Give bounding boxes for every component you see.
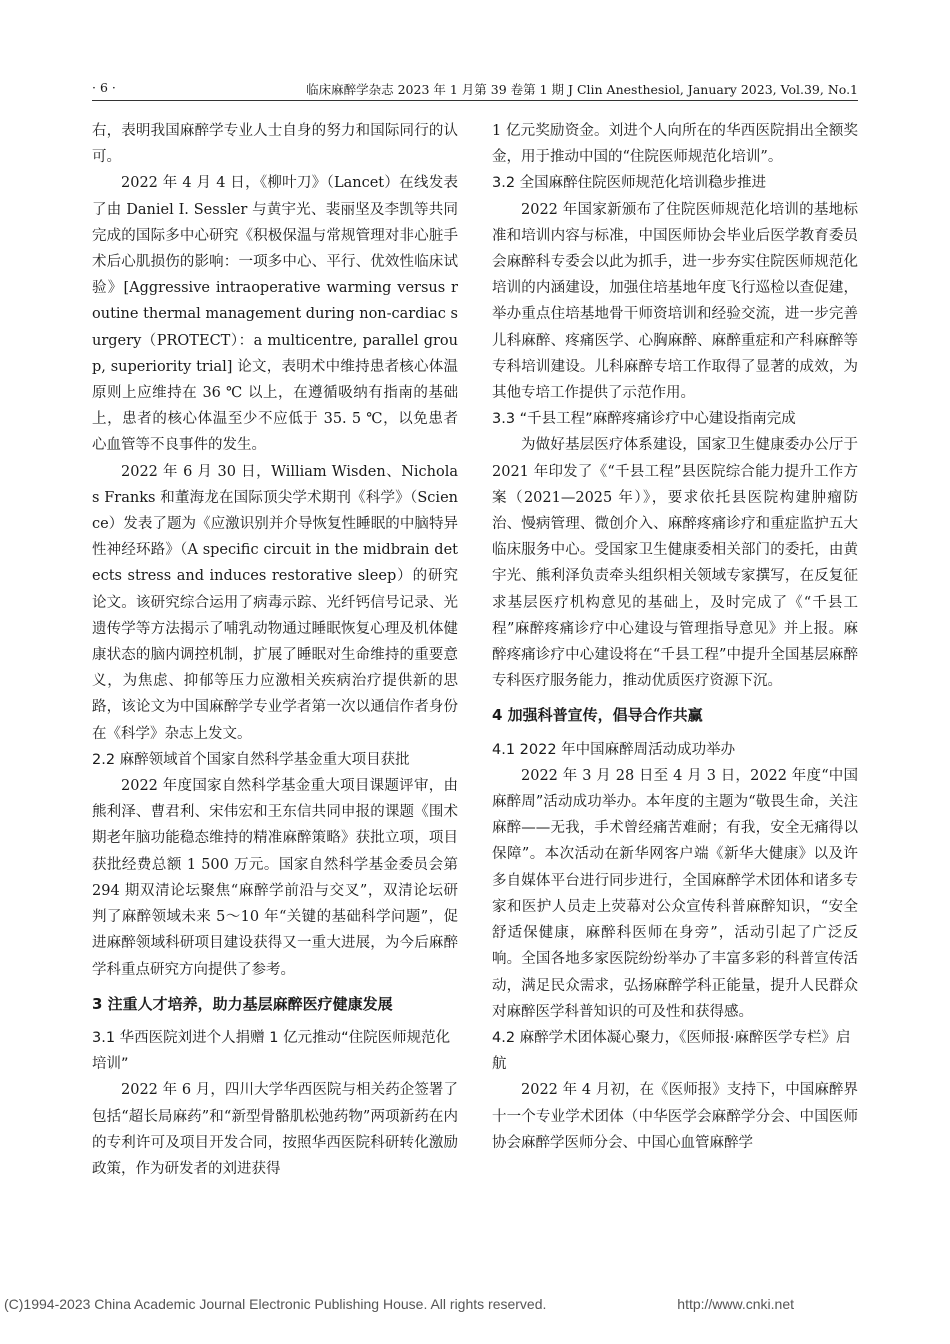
paragraph: 2022 年 4 月初，在《医师报》支持下，中国麻醉界十一个专业学术团体（中华医学会麻醉学分会、中国医师协会麻醉学医师分会、中国心血管麻醉学 xyxy=(492,1082,858,1151)
right-column xyxy=(492,118,858,1156)
page-number: · 6 · xyxy=(92,80,116,95)
running-header xyxy=(92,78,858,101)
paragraph: 2022 年 3 月 28 日至 4 月 3 日，2022 年度“中国麻醉周”活动成功举办。本年度的主题为“敬畏生命，关注麻醉——无我，手术曾经痛苦难耐；有我，安全无痛得以保障”。本次活动在新华网客户端《新华大健康》以及许多自媒体平台进行同步进行，全国麻醉学术团体和诸多专家和医护人员走上荧幕对公众宣传科普麻醉知识，“安全舒适保健康，麻醉科医师在身旁”，活动引起了广泛反响。全国各地多家医院纷纷举办了丰富多彩的科普宣传活动，满足民众需求，弘扬麻醉学科正能量，提升人民群众对麻醉医学科普知识的可及性和获得感。 xyxy=(492,767,858,1020)
copyright-notice: (C)1994-2023 China Academic Journal Electronic Publishing House. All rights reserved. xyxy=(4,1296,547,1312)
left-column xyxy=(92,118,458,1182)
section-heading-4: 4 加强科普宣传，倡导合作共赢 xyxy=(492,706,703,725)
website-link[interactable]: http://www.cnki.net xyxy=(677,1296,794,1312)
paragraph: 2022 年 4 月 4 日，《柳叶刀》（Lancet）在线发表了由 Daniel I. Sessler 与黄宇光、裴丽坚及李凯等共同完成的国际多中心研究《积极保温与常规管理对非心脏手术后心肌损伤的影响：一项多中心、平行、优效性临床试验》[Aggressive intraoperative warming versus routine thermal management during non-cardiac surgery（PROTECT）：a multicentre, parallel group, superiority trial] 论文，表明术中维持患者核心体温原则上应维持在 36 ℃ 以上，在遵循吸纳有指南的基础上，患者的核心体温至少不应低于 35. 5 ℃，以免患者心血管等不良事件的发生。 xyxy=(92,175,458,454)
paragraph: 2022 年国家新颁布了住院医师规范化培训的基地标准和培训内容与标准，中国医师协会毕业后医学教育委员会麻醉科专委会以此为抓手，进一步夯实住院医师规范化培训的内涵建设，加强住培基地年度飞行巡检以查促建，举办重点住培基地骨干师资培训和经验交流，进一步完善儿科麻醉、疼痛医学、心胸麻醉、麻醉重症和产科麻醉等专科培训建设。儿科麻醉专培工作取得了显著的成效，为其他专培工作提供了示范作用。 xyxy=(492,201,858,402)
paragraph: 1 亿元奖励资金。刘进个人向所在的华西医院捐出全额奖金，用于推动中国的“住院医师规范化培训”。 xyxy=(492,123,858,166)
subsection-heading-4-2: 4.2 麻醉学术团体凝心聚力，《医师报·麻醉医学专栏》启航 xyxy=(492,1029,851,1073)
paragraph: 2022 年度国家自然科学基金重大项目课题评审，由熊利泽、曹君利、宋伟宏和王东信共同申报的课题《围术期老年脑功能稳态维持的精准麻醉策略》获批立项，项目获批经费总额 1 500 万元。国家自然科学基金委员会第 294 期双清论坛聚焦“麻醉学前沿与交叉”，双清论坛研判了麻醉领域未来 5～10 年“关键的基础科学问题”，促进麻醉领域科研项目建设获得又一重大进展，为今后麻醉学科重点研究方向提供了参考。 xyxy=(92,778,458,978)
subsection-heading-2-2: 2.2 麻醉领域首个国家自然科学基金重大项目获批 xyxy=(92,751,410,768)
subsection-heading-3-3: 3.3 “千县工程”麻醉疼痛诊疗中心建设指南完成 xyxy=(492,411,796,428)
subsection-heading-3-2: 3.2 全国麻醉住院医师规范化培训稳步推进 xyxy=(492,175,767,192)
subsection-heading-3-1: 3.1 华西医院刘进个人捐赠 1 亿元推动“住院医师规范化培训” xyxy=(92,1029,451,1073)
paragraph: 2022 年 6 月，四川大学华西医院与相关药企签署了包括“超长局麻药”和“新型骨骼肌松弛药物”两项新药在内的专利许可及项目开发合同，按照华西医院科研转化激励政策，作为研发者的刘进获得 xyxy=(92,1082,458,1177)
subsection-heading-4-1: 4.1 2022 年中国麻醉周活动成功举办 xyxy=(492,741,736,758)
paragraph: 2022 年 6 月 30 日，William Wisden、Nicholas Franks 和董海龙在国际顶尖学术期刊《科学》（Science）发表了题为《应激识别并介导恢复性睡眠的中脑特异性神经环路》（A specific circuit in the midbrain detects stress and induces restorative sleep）的研究论文。该研究综合运用了病毒示踪、光纤钙信号记录、光遗传学等方法揭示了哺乳动物通过睡眠恢复心理及机体健康状态的脑内调控机制，扩展了睡眠对生命维持的重要意义，为焦虑、抑郁等压力应激相关疾病治疗提供新的思路，该论文为中国麻醉学专业学者第一次以通信作者身份在《科学》杂志上发文。 xyxy=(92,463,458,742)
section-heading-3: 3 注重人才培养，助力基层麻醉医疗健康发展 xyxy=(92,994,393,1013)
paragraph: 为做好基层医疗体系建设，国家卫生健康委办公厅于 2021 年印发了《“千县工程”县医院综合能力提升工作方案（2021—2025 年）》，要求依托县医院构建肿瘤防治、慢病管理、微创介入、麻醉疼痛诊疗和重症监护五大临床服务中心。受国家卫生健康委相关部门的委托，由黄宇光、熊利泽负责牵头组织相关领域专家撰写，在反复征求基层医疗机构意见的基础上，及时完成了《“千县工程”麻醉疼痛诊疗中心建设与管理指导意见》并上报。麻醉疼痛诊疗中心建设将在“千县工程”中提升全国基层麻醉专科医疗服务能力，推动优质医疗资源下沉。 xyxy=(492,437,858,690)
paragraph: 右，表明我国麻醉学专业人士自身的努力和国际同行的认可。 xyxy=(92,123,458,166)
journal-citation: 临床麻醉学杂志 2023 年 1 月第 39 卷第 1 期 J Clin Anesthesiol, January 2023, Vol.39, No.1 xyxy=(306,82,858,97)
